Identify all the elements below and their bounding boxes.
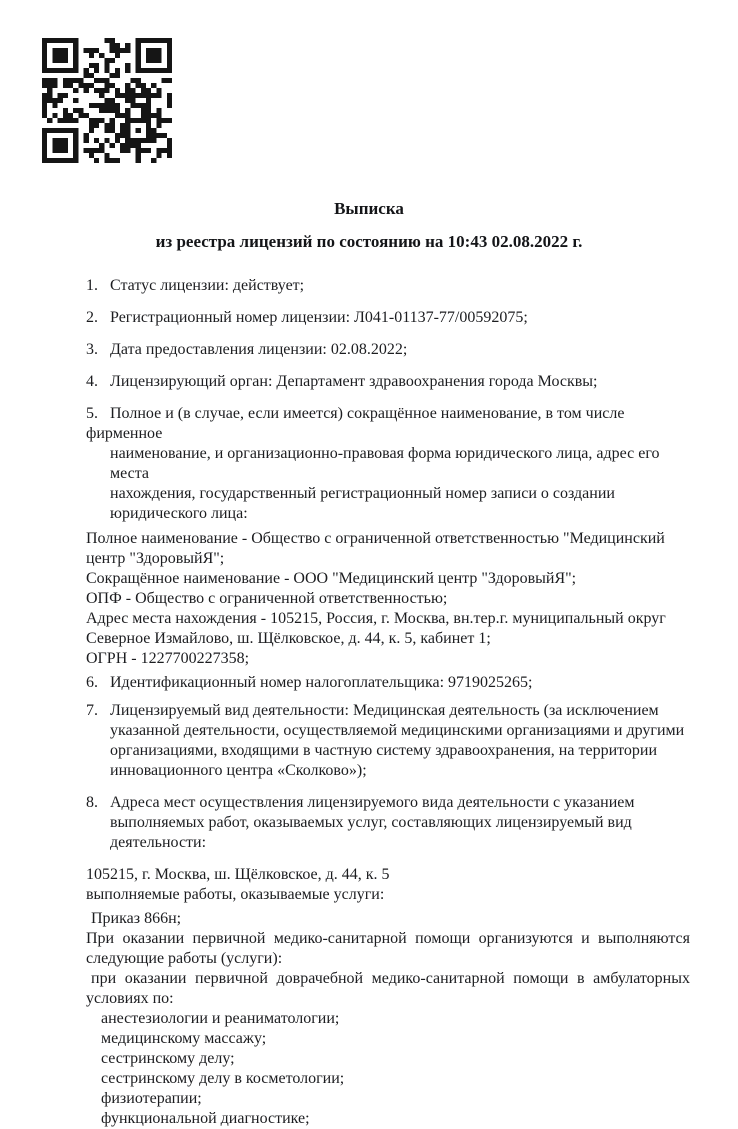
text-line (86, 308, 690, 328)
item-number: 7. (86, 702, 98, 719)
item-text: Полное и (в случае, если имеется) сокращённое наименование, в том числе фирменное (86, 405, 625, 442)
text-line: наименование, и организационно-правовая форма юридического лица, адрес его места (110, 445, 660, 482)
item-text: Идентификационный номер налогоплательщика: 9719025265; (110, 674, 533, 691)
license-item-2 (86, 308, 690, 328)
item-number: 5. (86, 405, 98, 422)
item-text: Лицензируемый вид деятельности: Медицинская деятельность (за исключением (110, 702, 659, 719)
text-line: Северное Измайлово, ш. Щёлковское, д. 44, к. 5, кабинет 1; (86, 630, 491, 647)
item-number: 6. (86, 674, 98, 691)
text-line: Сокращённое наименование - ООО "Медицинский центр "ЗдоровыйЯ"; (86, 570, 577, 587)
text-line: инновационного центра «Сколково»); (110, 762, 367, 779)
item-text: Лицензирующий орган: Департамент здравоохранения города Москвы; (110, 373, 598, 390)
item-text: Статус лицензии: действует; (110, 277, 305, 294)
text-line (86, 276, 690, 296)
item-number: 4. (86, 373, 98, 390)
document-body (86, 276, 690, 1129)
text-line: 105215, г. Москва, ш. Щёлковское, д. 44, к. 5 (86, 866, 390, 883)
text-line: следующие работы (услуги): (86, 950, 283, 967)
document-title: Выписка (334, 199, 404, 218)
service-item: сестринскому делу в косметологии; (101, 1070, 345, 1087)
item-number: 8. (86, 794, 98, 811)
document-header (0, 199, 738, 252)
qr-code-image (42, 38, 172, 163)
organization-details (86, 529, 690, 669)
item-number: 3. (86, 341, 98, 358)
text-line: условиях по: (86, 990, 174, 1007)
service-item: медицинскому массажу; (101, 1030, 267, 1047)
text-line: ОПФ - Общество с ограниченной ответственностью; (86, 590, 448, 607)
text-line: нахождения, государственный регистрационный номер записи о создании (110, 485, 615, 502)
activity-address-block (86, 865, 690, 905)
item-number: 2. (86, 309, 98, 326)
text-line (86, 404, 690, 444)
license-item-5 (86, 404, 690, 524)
license-item-3 (86, 340, 690, 360)
text-line: ОГРН - 1227700227358; (86, 650, 250, 667)
text-line: указанной деятельности, осуществляемой медицинскими организациями и другими (110, 722, 685, 739)
service-item: анестезиологии и реаниматологии; (101, 1010, 340, 1027)
license-item-7 (86, 701, 690, 781)
service-item: физиотерапии; (101, 1090, 202, 1107)
item-number: 1. (86, 277, 98, 294)
license-item-8 (86, 793, 690, 853)
text-line (86, 793, 690, 813)
license-item-1 (86, 276, 690, 296)
item-text: Регистрационный номер лицензии: Л041-01137-77/00592075; (110, 309, 528, 326)
text-line (86, 701, 690, 721)
license-item-6 (86, 673, 690, 693)
qr-code-icon (42, 38, 172, 163)
text-line: деятельности: (110, 834, 207, 851)
text-line (86, 340, 690, 360)
text-line: организациями, входящими в частную систему здравоохранения, на территории (110, 742, 658, 759)
item-text: Дата предоставления лицензии: 02.08.2022; (110, 341, 408, 358)
text-line: центр "ЗдоровыйЯ"; (86, 550, 225, 567)
service-item: функциональной диагностике; (101, 1110, 310, 1127)
text-line: Полное наименование - Общество с ограниченной ответственностью "Медицинский (86, 530, 665, 547)
text-line (86, 673, 690, 693)
item-text: Адреса мест осуществления лицензируемого вида деятельности с указанием (110, 794, 635, 811)
works-services-block (86, 909, 690, 1129)
order-reference-line: Приказ 866н; (91, 910, 182, 927)
text-line: При оказании первичной медико-санитарной помощи организуются и выполняются (86, 930, 690, 947)
text-line: юридического лица: (110, 505, 248, 522)
license-item-4 (86, 372, 690, 392)
document-subtitle: из реестра лицензий по состоянию на 10:43 02.08.2022 г. (155, 232, 583, 251)
text-line: выполняемых работ, оказываемых услуг, составляющих лицензируемый вид (110, 814, 632, 831)
text-line (86, 372, 690, 392)
text-line: выполняемые работы, оказываемые услуги: (86, 886, 385, 903)
service-item: сестринскому делу; (101, 1050, 235, 1067)
text-line: Адрес места нахождения - 105215, Россия, г. Москва, вн.тер.г. муниципальный округ (86, 610, 666, 627)
text-line: при оказании первичной доврачебной медико-санитарной помощи в амбулаторных (91, 970, 690, 987)
